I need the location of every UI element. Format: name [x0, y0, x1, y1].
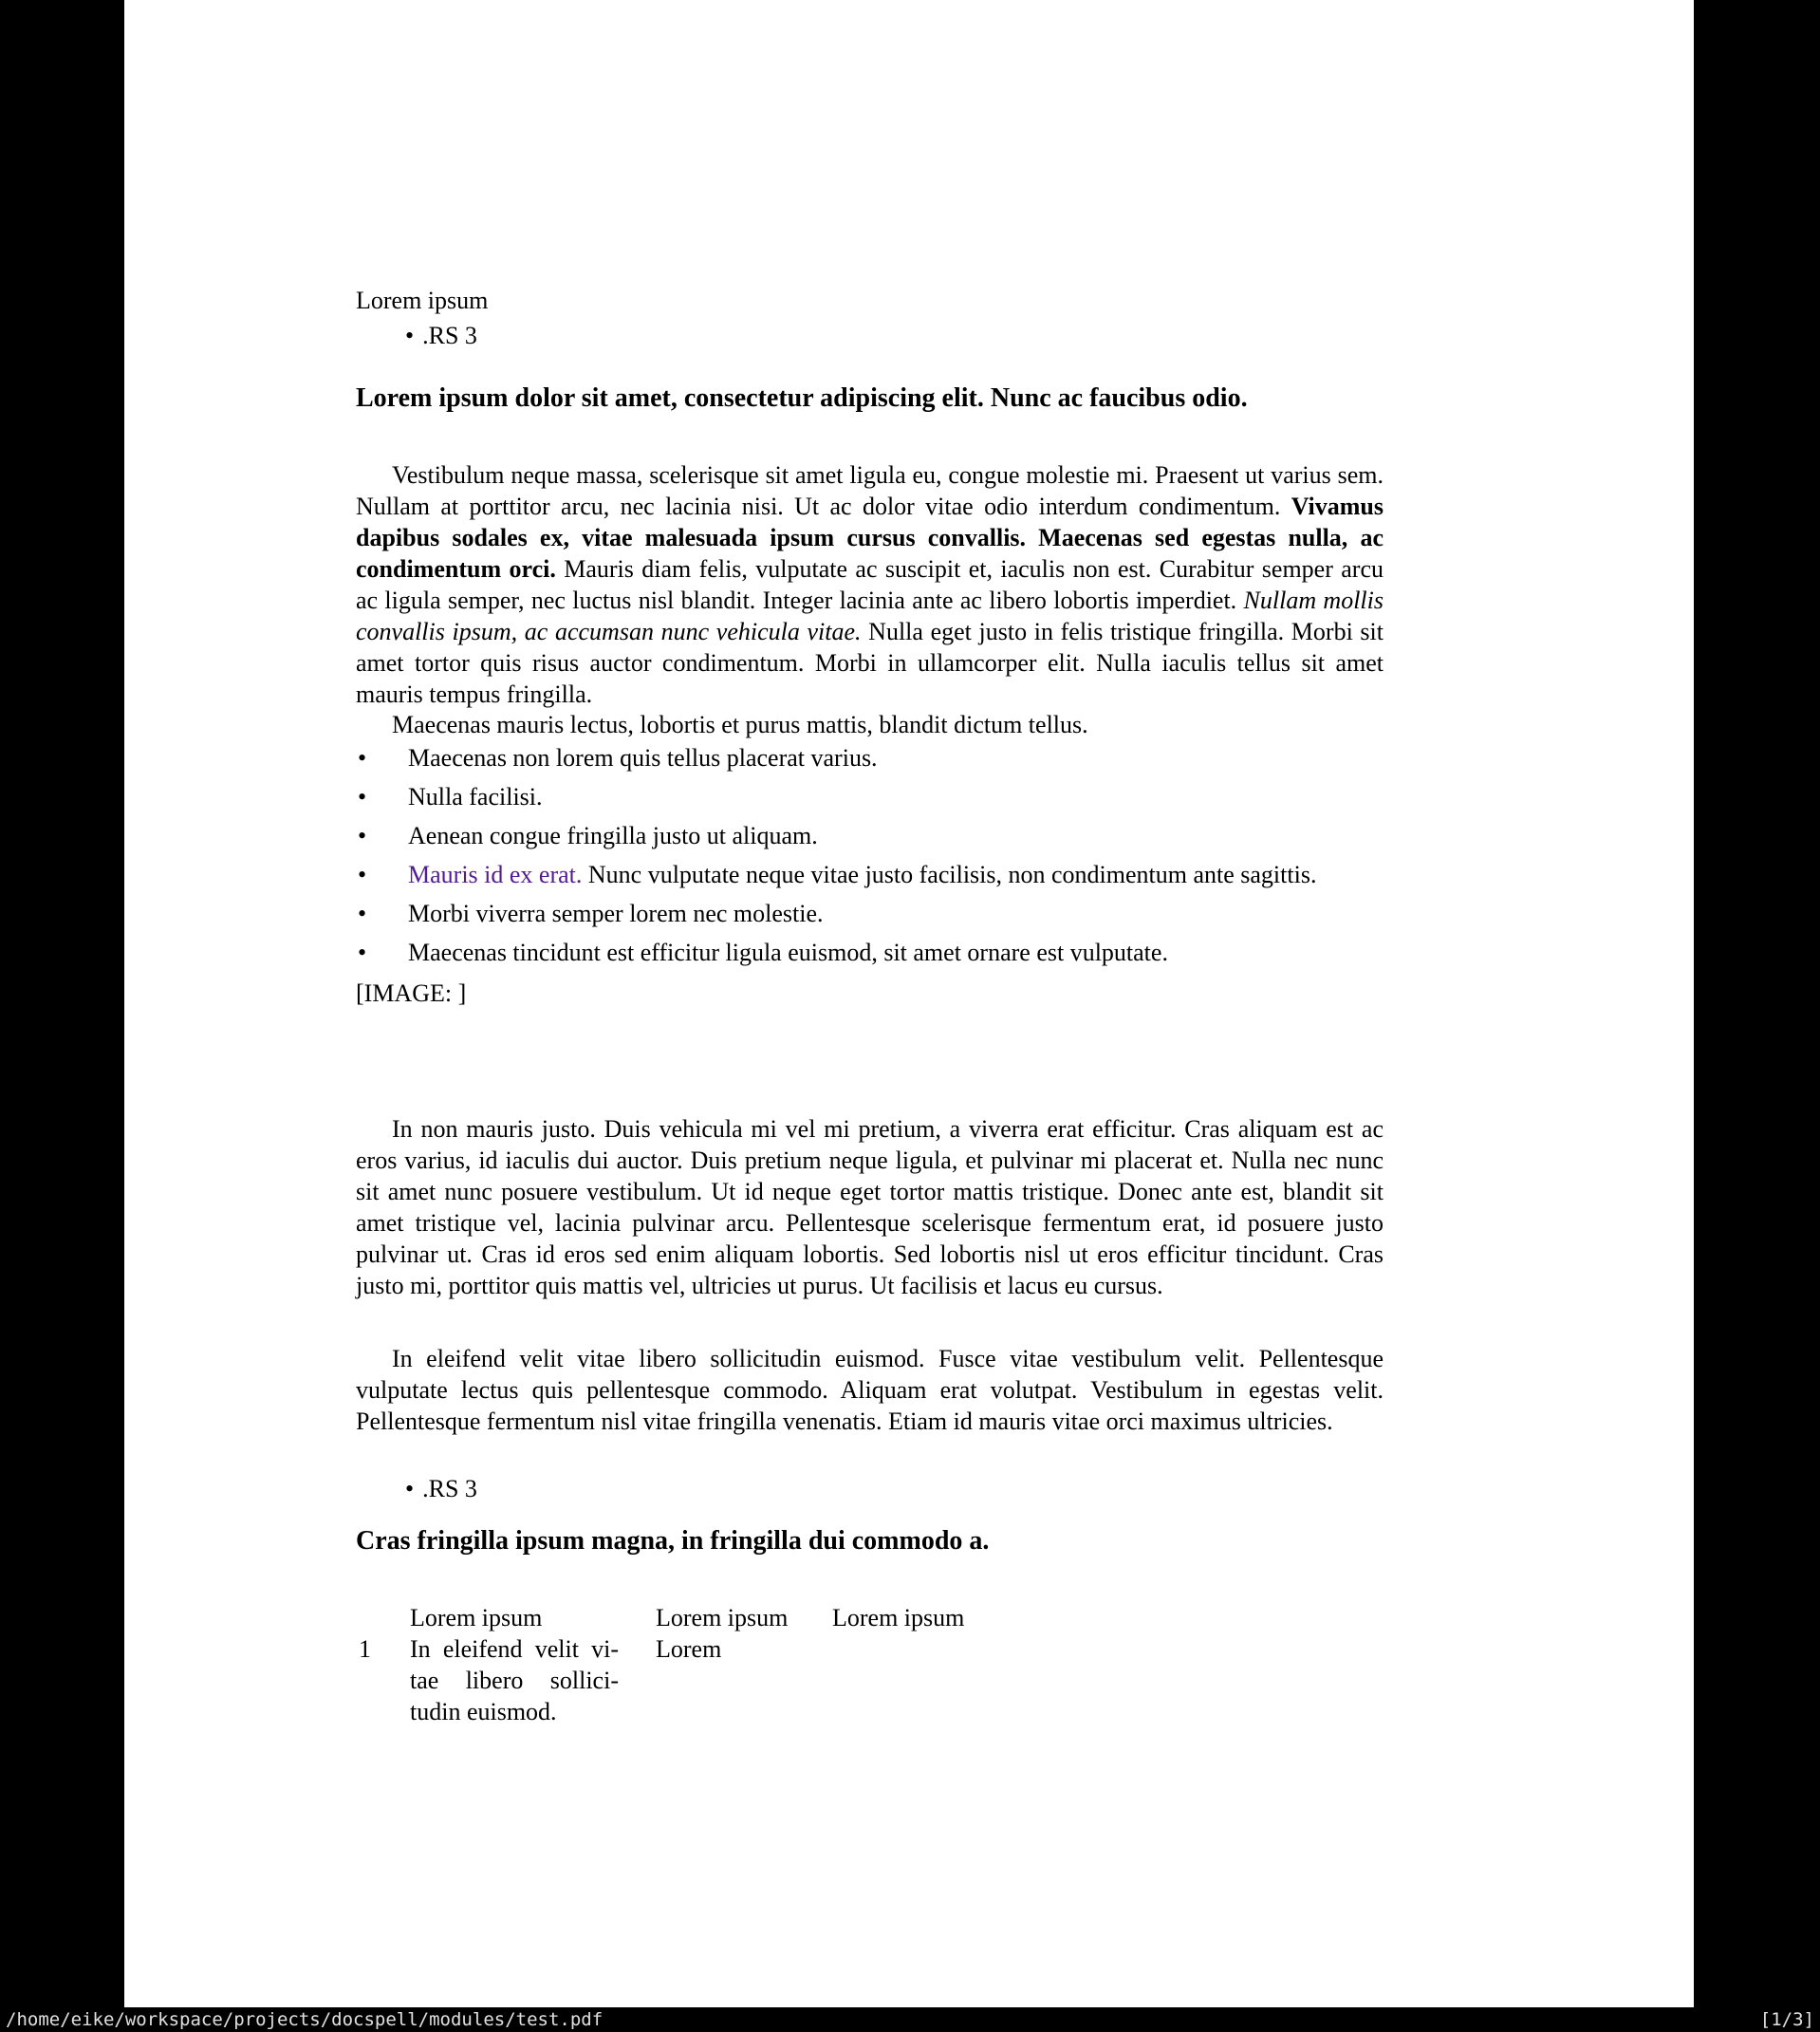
- table-header-cell: Lorem ipsum: [656, 1604, 789, 1631]
- rs-marker-text: .RS 3: [422, 1475, 477, 1502]
- text-link[interactable]: Mauris id ex erat.: [408, 861, 583, 888]
- section-heading-1: Lorem ipsum dolor sit amet, consectetur adipiscing elit. Nunc ac faucibus odio.: [356, 383, 1248, 413]
- table-row-number: 1: [359, 1635, 371, 1663]
- image-placeholder: [IMAGE: ]: [356, 979, 467, 1007]
- section-heading-2: Cras fringilla ipsum magna, in fringilla dui commodo a.: [356, 1526, 990, 1556]
- bullet-icon: •: [405, 1475, 415, 1502]
- table-header-cell: Lorem ipsum: [832, 1604, 965, 1631]
- body-paragraph-1: [356, 459, 1384, 710]
- list-item: [356, 898, 824, 929]
- bullet-icon: •: [405, 322, 415, 349]
- statusbar: [0, 2007, 1820, 2032]
- bullet-icon: •: [358, 861, 367, 888]
- rs-macro-line-2: [405, 1473, 477, 1504]
- text-segment: Morbi viverra semper lorem nec molestie.: [408, 900, 824, 927]
- intro-label: Lorem ipsum: [356, 287, 489, 314]
- text-segment: Vestibulum neque massa, scelerisque sit amet ligula eu, congue molestie mi. Praesent ut varius sem. Nullam at porttitor arcu, nec lacinia nisi. Ut ac dolor vitae odio interdum condimentum.: [356, 461, 1384, 520]
- body-paragraph-4: In eleifend velit vitae libero sollicitudin euismod. Fusce vitae vestibulum velit. Pellentesque vulputate lectus quis pellentesque commodo. Aliquam erat volutpat. Vestibulum in egestas velit. Pellentesque fermentum nisl vitae fringilla venenatis. Etiam id mauris vitae orci maximus ultricies.: [356, 1345, 1384, 1435]
- body-paragraph-2: Maecenas mauris lectus, lobortis et purus mattis, blandit dictum tellus.: [392, 711, 1088, 738]
- text-segment: Nulla facilisi.: [408, 783, 543, 811]
- statusbar-file-path: /home/eike/workspace/projects/docspell/modules/test.pdf: [6, 2009, 604, 2030]
- bullet-icon: •: [358, 744, 367, 772]
- text-segment: Nulla eget justo in felis tristique fringilla. Morbi sit amet tortor quis risus auctor condimentum. Morbi in ullamcorper elit. Nulla iaculis tellus sit amet mauris tempus fringilla.: [356, 618, 1384, 708]
- text-segment: Aenean congue fringilla justo ut aliquam.: [408, 822, 818, 849]
- table-cell: [832, 1633, 975, 1727]
- list-item: [356, 742, 878, 774]
- body-paragraph-3: In non mauris justo. Duis vehicula mi vel mi pretium, a viverra erat efficitur. Cras aliquam est ac eros varius, id iaculis dui auctor. Duis pretium neque ligula, et pulvinar mi placerat et. Nulla nec nunc sit amet nunc posuere vestibulum. Ut id neque eget tortor mattis tristique. Donec ante est, blandit sit amet tristique vel, lacinia pulvinar arcu. Pellentesque scelerisque fermentum erat, id posuere justo pulvinar ut. Cras id eros sed enim aliquam lobortis. Sed lobortis nisl ut eros efficitur tincidunt. Cras justo mi, porttitor quis mattis vel, ultricies ut purus. Ut facilisis et lacus eu cursus.: [356, 1115, 1384, 1299]
- list-item: [356, 937, 1168, 968]
- bullet-icon: •: [358, 822, 367, 849]
- bullet-icon: •: [358, 783, 367, 811]
- table-cell: In eleifend velit vitae libero sollicitudin euismod.: [410, 1635, 619, 1725]
- rs-marker-text: .RS 3: [422, 322, 477, 349]
- statusbar-page-indicator: [1/3]: [1759, 2009, 1814, 2030]
- text-segment: Mauris diam felis, vulputate ac suscipit et, iaculis non est. Curabitur semper arcu ac ligula semper, nec luctus nisl blandit. Integer lacinia ante ac libero lobortis imperdiet.: [356, 555, 1384, 614]
- list-item: [356, 859, 1316, 890]
- page-content: [356, 0, 1384, 2007]
- table-header-cell: [359, 1602, 410, 1633]
- pdf-page: [124, 0, 1694, 2007]
- table-cell: Lorem: [656, 1635, 722, 1663]
- rs-macro-line-1: [405, 320, 477, 351]
- text-segment: Maecenas non lorem quis tellus placerat varius.: [408, 744, 878, 772]
- text-segment: Nullam mollis convallis ipsum, ac accumsan nunc vehicula vitae.: [356, 587, 1384, 645]
- list-item: [356, 781, 543, 812]
- text-segment: Nunc vulputate neque vitae justo facilisis, non condimentum ante sagittis.: [582, 861, 1317, 888]
- bullet-icon: •: [358, 939, 367, 966]
- list-item: [356, 820, 818, 851]
- table-header-cell: Lorem ipsum: [410, 1604, 543, 1631]
- document-table: [359, 1602, 975, 1727]
- text-segment: Maecenas tincidunt est efficitur ligula euismod, sit amet ornare est vulputate.: [408, 939, 1168, 966]
- text-segment: Vivamus dapibus sodales ex, vitae malesuada ipsum cursus convallis. Maecenas sed egestas nulla, ac condimentum orci.: [356, 493, 1384, 583]
- bullet-icon: •: [358, 900, 367, 927]
